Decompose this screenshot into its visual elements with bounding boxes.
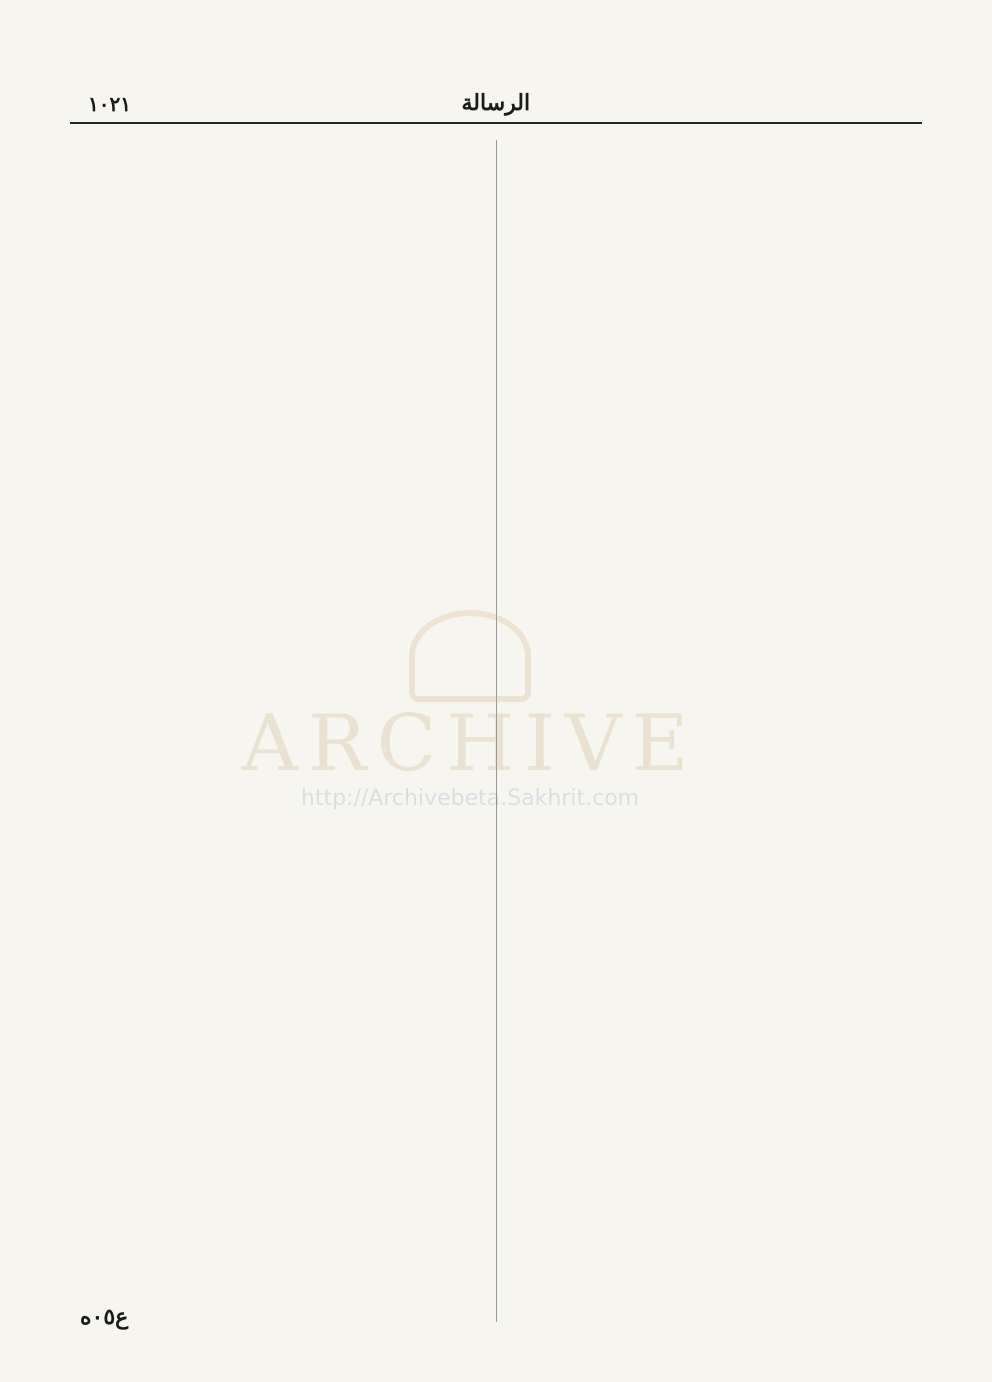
- watermark-url: http://Archivebeta.Sakhrit.com: [300, 786, 640, 811]
- journal-title: الرسالة: [461, 90, 531, 116]
- watermark-wordmark: ARCHIVE: [241, 699, 699, 789]
- column-rule: [496, 140, 497, 1322]
- book-logo-icon: [409, 610, 531, 702]
- page-number: ١٠٢١: [88, 92, 131, 116]
- footer-mark: ع٠٥ه: [80, 1304, 129, 1330]
- archive-watermark: [160, 610, 780, 810]
- page-header: [70, 88, 922, 124]
